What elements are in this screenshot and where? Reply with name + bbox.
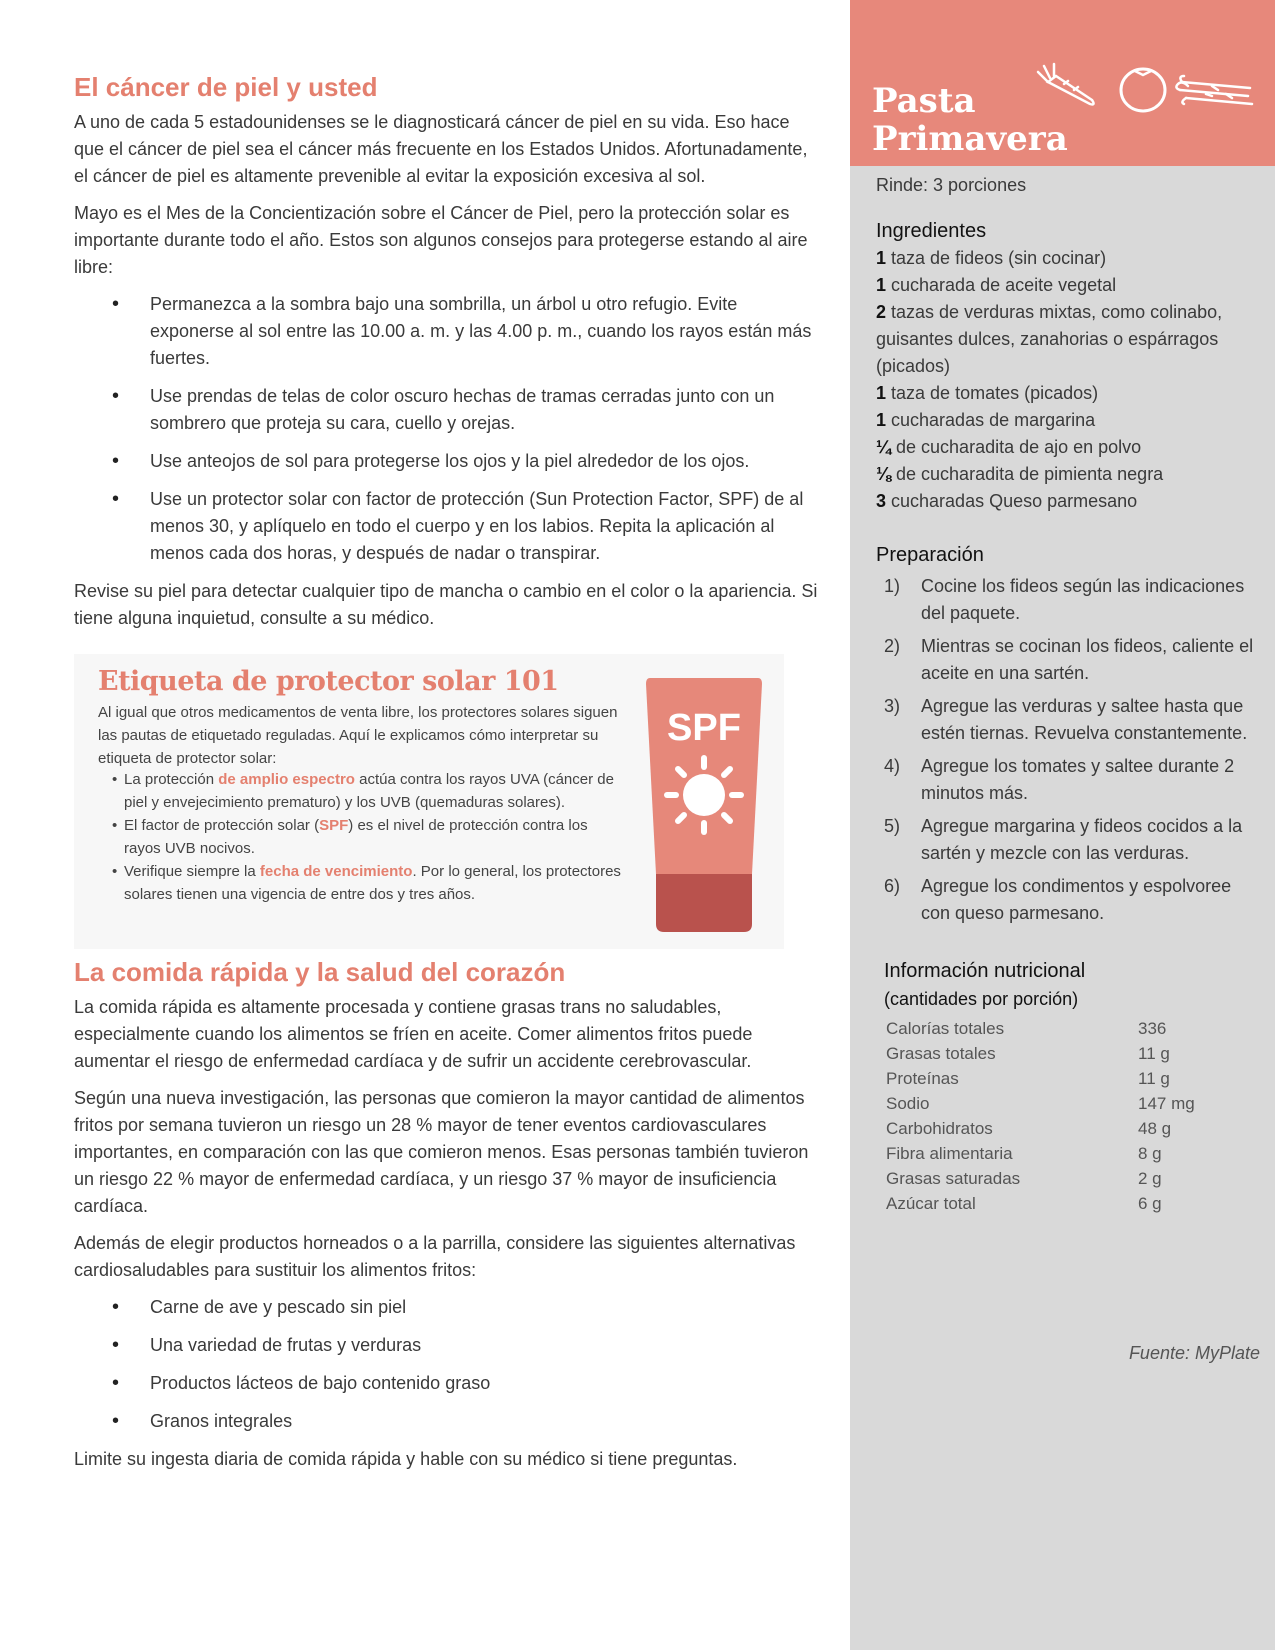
- ingredients-list: [876, 245, 1256, 515]
- sunscreen-highlight: SPF: [319, 817, 349, 835]
- step-number: 2): [884, 636, 901, 656]
- fast-food-heading: La comida rápida y la salud del corazón: [74, 957, 566, 988]
- list-item: [876, 693, 1256, 747]
- sunscreen-text: El factor de protección solar (: [124, 817, 320, 835]
- step-number: 3): [884, 696, 901, 716]
- ingredient-text: cucharada de aceite vegetal: [886, 275, 1117, 295]
- nutrient-name: Calorías totales: [886, 1019, 1005, 1038]
- list-item: [114, 768, 624, 814]
- step-number: 4): [884, 756, 901, 776]
- nutrient-value: 6 g: [1138, 1194, 1162, 1213]
- nutrition-heading: Información nutricional: [884, 960, 1086, 982]
- list-item: [876, 380, 1256, 407]
- table-row: [886, 1166, 1195, 1191]
- list-item: [876, 434, 1256, 461]
- table-row: [886, 1041, 1195, 1066]
- recipe-yield: Rinde: 3 porciones: [876, 175, 1027, 195]
- nutrition-table: [886, 1016, 1195, 1216]
- ingredient-text: taza de fideos (sin cocinar): [886, 248, 1107, 268]
- sunscreen-text: La protección: [124, 771, 219, 789]
- sunscreen-tube-icon: [642, 674, 766, 936]
- list-item: • Carne de ave y pescado sin piel: [74, 1294, 819, 1321]
- nutrient-value: 147 mg: [1138, 1094, 1195, 1113]
- tube-label: SPF: [667, 707, 741, 750]
- sunscreen-title: Etiqueta de protector solar 101: [98, 666, 559, 698]
- list-item: • Productos lácteos de bajo contenido graso: [74, 1370, 819, 1397]
- list-item: [114, 814, 624, 860]
- skin-cancer-heading: El cáncer de piel y usted: [74, 72, 378, 102]
- nutrient-value: 48 g: [1138, 1119, 1172, 1138]
- ingredient-qty: ⅛: [876, 464, 892, 484]
- recipe-body: [876, 172, 1260, 1363]
- ingredient-text: de cucharadita de pimienta negra: [891, 464, 1164, 484]
- nutrition-subheading: (cantidades por porción): [884, 989, 1079, 1009]
- nutrient-name: Azúcar total: [886, 1194, 976, 1213]
- ingredient-qty: 1: [876, 275, 887, 295]
- list-item: • Granos integrales: [74, 1408, 819, 1435]
- table-row: [886, 1091, 1195, 1116]
- steps-list: [876, 573, 1256, 927]
- alternatives-list: [74, 1294, 819, 1435]
- list-item: [876, 873, 1256, 927]
- ingredient-text: taza de tomates (picados): [886, 383, 1099, 403]
- skin-cancer-paragraph-2: Mayo es el Mes de la Concientización sobre el Cáncer de Piel, pero la protección solar es importante durante todo el año. Estos son algunos consejos para protegerse estando al aire libre:: [74, 203, 808, 278]
- table-row: [886, 1016, 1195, 1041]
- table-row: [886, 1116, 1195, 1141]
- list-item: [876, 573, 1256, 627]
- nutrient-name: Grasas saturadas: [886, 1169, 1021, 1188]
- sunscreen-text: Verifique siempre la: [124, 863, 260, 881]
- sunscreen-highlight: fecha de vencimiento: [259, 863, 413, 881]
- list-item: [876, 461, 1256, 488]
- ingredient-text: cucharadas Queso parmesano: [886, 491, 1138, 511]
- list-item: [876, 753, 1256, 807]
- step-text: Mientras se cocinan los fideos, caliente el aceite en una sartén.: [921, 636, 1254, 683]
- list-item: [876, 407, 1256, 434]
- fast-food-paragraph-4: Limite su ingesta diaria de comida rápida y hable con su médico si tiene preguntas.: [74, 1449, 738, 1470]
- list-item: • Una variedad de frutas y verduras: [74, 1332, 819, 1359]
- nutrient-name: Sodio: [886, 1094, 930, 1113]
- main-column: [74, 72, 819, 1483]
- recipe-sidebar: [850, 0, 1275, 1650]
- table-row: [886, 1141, 1195, 1166]
- sunscreen-intro: Al igual que otros medicamentos de venta libre, los protectores solares siguen las pautas de etiquetado reguladas. Aquí le explicamos cómo interpretar su etiqueta de protector solar:: [98, 704, 618, 768]
- list-item: [876, 633, 1256, 687]
- ingredient-qty: 1: [876, 410, 887, 430]
- nutrient-value: 2 g: [1138, 1169, 1162, 1188]
- nutrient-value: 11 g: [1138, 1044, 1170, 1063]
- sun-icon: [667, 758, 741, 832]
- skin-cancer-paragraph-3: Revise su piel para detectar cualquier tipo de mancha o cambio en el color o la apariencia. Si tiene alguna inquietud, consulte a su médico.: [74, 581, 818, 629]
- recipe-title: Pasta Primavera: [872, 81, 1068, 159]
- sun-tips-list: [74, 291, 819, 567]
- nutrient-value: 11 g: [1138, 1069, 1170, 1088]
- step-text: Agregue las verduras y saltee hasta que estén tiernas. Revuelva constantemente.: [921, 696, 1248, 743]
- sunscreen-text: ) es el nivel de protección contra los rayos UVB nocivos.: [124, 817, 588, 858]
- sunscreen-highlight: de amplio espectro: [218, 771, 355, 789]
- list-item: [114, 860, 624, 906]
- list-item: [876, 299, 1256, 380]
- list-item: [876, 488, 1256, 515]
- ingredient-qty: 1: [876, 383, 887, 403]
- table-row: [886, 1191, 1195, 1216]
- list-item: • Use prendas de telas de color oscuro hechas de tramas cerradas junto con un sombrero que proteja su cara, cuello y orejas.: [74, 383, 819, 437]
- list-item: • Permanezca a la sombra bajo una sombrilla, un árbol u otro refugio. Evite exponerse al sol entre las 10.00 a. m. y las 4.00 p. m., cuando los rayos están más fuertes.: [74, 291, 819, 372]
- nutrient-value: 8 g: [1138, 1144, 1162, 1163]
- sunscreen-text: . Por lo general, los protectores solares tienen una vigencia de entre dos y tres años.: [124, 863, 621, 904]
- ingredients-heading: Ingredientes: [876, 220, 987, 242]
- nutrient-value: 336: [1138, 1019, 1167, 1038]
- fast-food-paragraph-2: Según una nueva investigación, las personas que comieron la mayor cantidad de alimentos fritos por semana tuvieron un riesgo un 28 % mayor de tener eventos cardiovasculares importantes, en comparación con las que comieron menos. Esas personas también tuvieron un riesgo 22 % mayor de enfermedad cardíaca, y un riesgo 37 % mayor de insuficiencia cardíaca.: [74, 1088, 809, 1217]
- list-item: [876, 272, 1256, 299]
- list-item: • Use anteojos de sol para protegerse los ojos y la piel alrededor de los ojos.: [74, 448, 819, 475]
- ingredient-qty: 2: [876, 302, 887, 322]
- preparation-heading: Preparación: [876, 544, 984, 566]
- ingredient-text: de cucharadita de ajo en polvo: [891, 437, 1142, 457]
- recipe-header: [850, 0, 1275, 166]
- nutrient-name: Fibra alimentaria: [886, 1144, 1013, 1163]
- asparagus-icon: [1176, 76, 1252, 104]
- step-text: Agregue los condimentos y espolvoree con queso parmesano.: [921, 876, 1232, 923]
- ingredient-qty: 3: [876, 491, 887, 511]
- tomato-icon: [1121, 69, 1165, 111]
- recipe-source: Fuente: MyPlate: [1128, 1343, 1260, 1363]
- list-item: • Use un protector solar con factor de protección (Sun Protection Factor, SPF) de al menos 30, y aplíquelo en todo el cuerpo y en los labios. Repita la aplicación al menos cada dos horas, y después de nadar o transpirar.: [74, 486, 819, 567]
- nutrient-name: Carbohidratos: [886, 1119, 993, 1138]
- step-number: 5): [884, 816, 901, 836]
- step-number: 1): [884, 576, 901, 596]
- nutrition-section: [876, 957, 1256, 1216]
- nutrient-name: Grasas totales: [886, 1044, 996, 1063]
- sunscreen-label-infographic: [74, 654, 784, 949]
- nutrient-name: Proteínas: [886, 1069, 959, 1088]
- ingredient-qty: 1: [876, 248, 887, 268]
- vegetable-icons: [1030, 60, 1270, 120]
- step-text: Cocine los fideos según las indicaciones del paquete.: [921, 576, 1245, 623]
- ingredient-text: cucharadas de margarina: [886, 410, 1096, 430]
- ingredient-qty: ¼: [876, 437, 892, 457]
- ingredient-text: tazas de verduras mixtas, como colinabo, guisantes dulces, zanahorias o espárragos (picados): [876, 302, 1223, 376]
- step-text: Agregue margarina y fideos cocidos a la sartén y mezcle con las verduras.: [921, 816, 1243, 863]
- skin-cancer-paragraph-1: A uno de cada 5 estadounidenses se le diagnosticará cáncer de piel en su vida. Eso hace que el cáncer de piel sea el cáncer más frecuente en los Estados Unidos. Afortunadamente, el cáncer de piel es altamente prevenible al evitar la exposición excesiva al sol.: [74, 112, 808, 187]
- sunscreen-text: actúa contra los rayos UVA (cáncer de piel y envejecimiento prematuro) y los UVB (quemaduras solares).: [124, 771, 614, 812]
- carrot-icon: [1038, 64, 1094, 105]
- table-row: [886, 1066, 1195, 1091]
- sunscreen-list: [114, 768, 624, 906]
- fast-food-paragraph-1: La comida rápida es altamente procesada y contiene grasas trans no saludables, especialmente cuando los alimentos se fríen en aceite. Comer alimentos fritos puede aumentar el riesgo de enfermedad cardíaca y de sufrir un accidente cerebrovascular.: [74, 997, 753, 1072]
- fast-food-paragraph-3: Además de elegir productos horneados o a la parrilla, considere las siguientes alternativas cardiosaludables para sustituir los alimentos fritos:: [74, 1233, 796, 1281]
- list-item: [876, 813, 1256, 867]
- step-text: Agregue los tomates y saltee durante 2 minutos más.: [921, 756, 1235, 803]
- list-item: [876, 245, 1256, 272]
- step-number: 6): [884, 876, 901, 896]
